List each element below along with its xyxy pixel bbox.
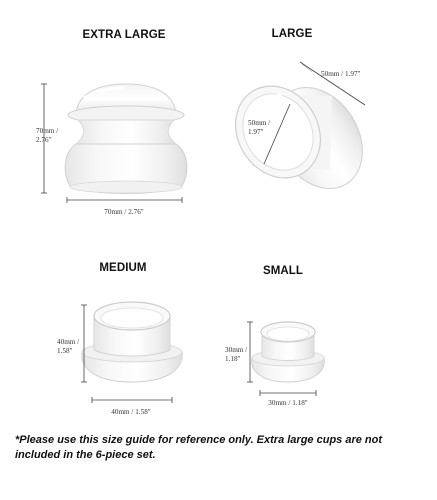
medium-height-label: 40mm /	[57, 338, 80, 346]
medium-cup-image	[82, 302, 182, 382]
small-height-label: 30mm /	[225, 346, 248, 354]
medium-width-label: 40mm / 1.58"	[111, 408, 151, 416]
medium-height-label-2: 1.58"	[57, 347, 73, 355]
large-outer-guide	[302, 64, 312, 72]
extra-large-cup-image	[65, 84, 187, 194]
small-title: SMALL	[262, 265, 304, 277]
extra-large-title: EXTRA LARGE	[82, 29, 166, 41]
size-guide-note: *Please use this size guide for reference only. Extra large cups are not included in the 6-piece set.	[15, 434, 383, 461]
small-height-label-2: 1.18"	[225, 355, 241, 363]
large-inner-label-2: 1.97"	[248, 128, 264, 136]
medium-title: MEDIUM	[99, 262, 147, 274]
extra-large-height-label-2: 2.76"	[36, 136, 52, 144]
large-inner-label: 50mm /	[248, 119, 271, 127]
extra-large-height-label: 70mm /	[36, 127, 59, 135]
large-outer-label: 50mm / 1.97"	[321, 70, 361, 78]
medium-cup-group	[57, 262, 182, 416]
extra-large-cup-group	[36, 29, 187, 216]
extra-large-width-label: 70mm / 2.76"	[104, 208, 144, 216]
large-cup-image	[219, 70, 381, 205]
large-title: LARGE	[271, 28, 313, 40]
small-cup-image	[252, 322, 324, 382]
small-cup-group	[225, 265, 324, 407]
large-cup-group	[219, 28, 381, 205]
small-width-label: 30mm / 1.18"	[268, 399, 308, 407]
